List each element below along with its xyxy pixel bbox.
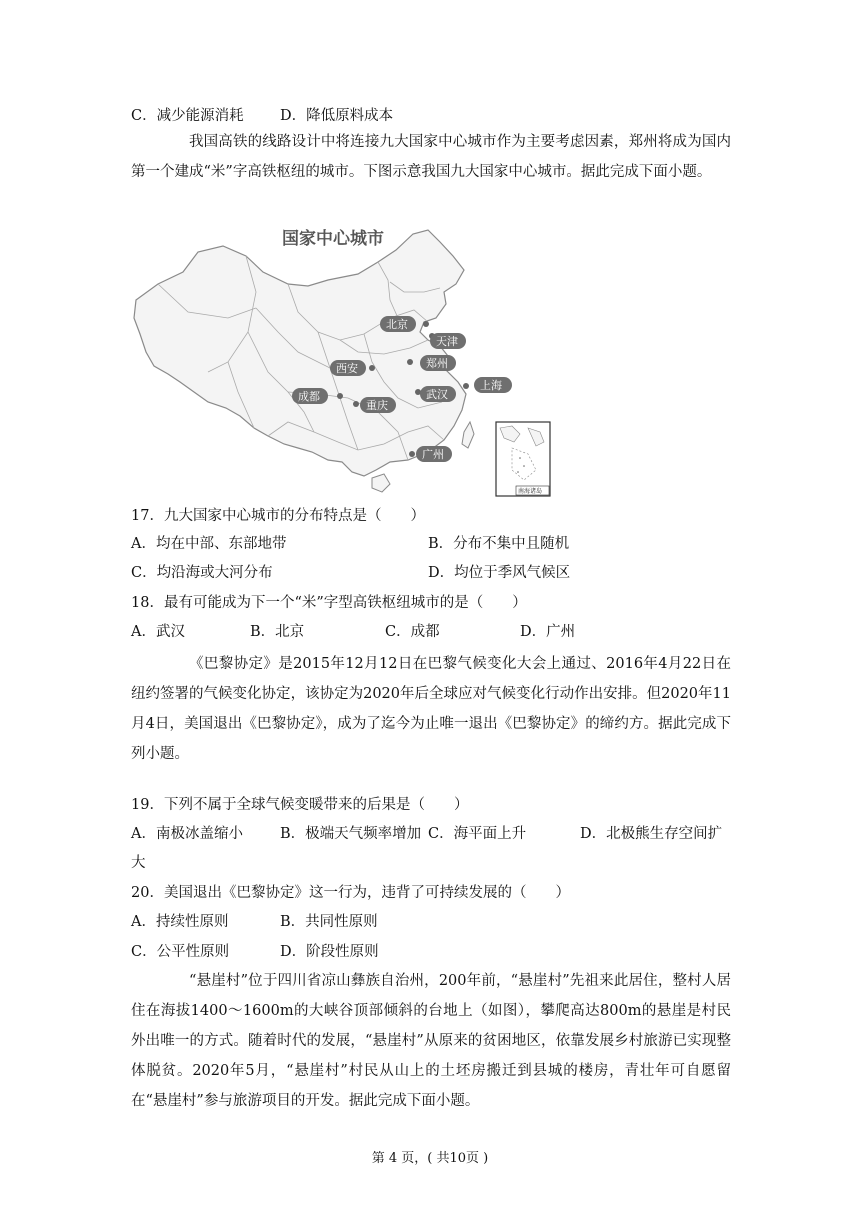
q17-option-c: C．均沿海或大河分布 <box>131 565 273 581</box>
q18-option-d: D．广州 <box>520 624 576 640</box>
passage-paris-agreement: 《巴黎协定》是2015年12月12日在巴黎气候变化大会上通过、2016年4月22日在纽约签署的气候变化协定，该协定为2020年后全球应对气候变化行动作出安排。但2020年11月4日，美国退出《巴黎协定》，成为了迄今为止唯一退出《巴黎协定》的缔约方。据此完成下列小题。 <box>131 656 731 762</box>
taiwan-island <box>462 422 474 448</box>
passage-high-speed-rail: 我国高铁的线路设计中将连接九大国家中心城市作为主要考虑因素，郑州将成为国内第一个建成“米”字高铁枢纽的城市。下图示意我国九大国家中心城市。据此完成下面小题。 <box>131 134 731 180</box>
q20-stem: 20．美国退出《巴黎协定》这一行为，违背了可持续发展的（ ） <box>131 885 570 901</box>
q17-stem: 17．九大国家中心城市的分布特点是（ ） <box>131 508 425 524</box>
passage-cliff-village: “悬崖村”位于四川省凉山彝族自治州，200年前，“悬崖村”先祖来此居住，整村人居住在海拔1400～1600m的大峡谷顶部倾斜的台地上（如图），攀爬高达800m的悬崖是村民外出唯一的方式。随着时代的发展，“悬崖村”从原来的贫困地区，依靠发展乡村旅游已实现整体脱贫。2020年5月，“悬崖村”村民从山上的土坯房搬迁到县城的楼房，青壮年可自愿留在“悬崖村”参与旅游项目的开发。据此完成下面小题。 <box>131 973 731 1109</box>
q18-stem: 18．最有可能成为下一个“米”字型高铁枢纽城市的是（ ） <box>131 595 527 611</box>
q18-option-b: B．北京 <box>250 624 305 640</box>
q19-option-b: B．极端天气频率增加 <box>280 826 422 842</box>
svg-text:上海: 上海 <box>480 379 502 392</box>
q19-stem: 19．下列不属于全球气候变暖带来的后果是（ ） <box>131 797 469 813</box>
svg-text:天津: 天津 <box>436 335 458 348</box>
q20-option-b: B．共同性原则 <box>280 914 378 930</box>
q19-option-c: C．海平面上升 <box>428 826 527 842</box>
q20-option-d: D．阶段性原则 <box>280 944 379 960</box>
svg-text:广州: 广州 <box>422 448 444 461</box>
q16-option-c: C．减少能源消耗 <box>131 108 244 124</box>
q16-option-d: D．降低原料成本 <box>280 108 394 124</box>
page-footer: 第 4 页，( 共10页 ) <box>371 1151 489 1166</box>
q19-option-a: A．南极冰盖缩小 <box>131 826 243 842</box>
hainan-island <box>372 474 390 492</box>
svg-text:北京: 北京 <box>386 318 408 331</box>
city-tianjin <box>429 333 466 349</box>
svg-text:成都: 成都 <box>298 390 320 403</box>
q17-option-b: B．分布不集中且随机 <box>428 536 570 552</box>
q19-option-d-continued: 大 <box>131 855 146 871</box>
south-china-sea-inset <box>496 422 550 496</box>
q20-option-c: C．公平性原则 <box>131 944 230 960</box>
map-title: 国家中心城市 <box>282 229 384 249</box>
svg-text:郑州: 郑州 <box>426 357 448 370</box>
national-central-cities-map <box>128 222 558 498</box>
inset-label: 南海诸岛 <box>518 488 543 495</box>
q20-option-a: A．持续性原则 <box>131 914 229 930</box>
q17-option-a: A．均在中部、东部地带 <box>131 536 287 552</box>
q19-option-d: D．北极熊生存空间扩 <box>580 826 723 842</box>
q18-option-c: C．成都 <box>385 624 440 640</box>
q18-option-a: A．武汉 <box>131 624 185 640</box>
svg-text:武汉: 武汉 <box>426 388 448 401</box>
city-shanghai <box>463 377 512 393</box>
svg-text:重庆: 重庆 <box>366 399 388 412</box>
svg-text:西安: 西安 <box>336 362 358 375</box>
q17-option-d: D．均位于季风气候区 <box>428 565 571 581</box>
